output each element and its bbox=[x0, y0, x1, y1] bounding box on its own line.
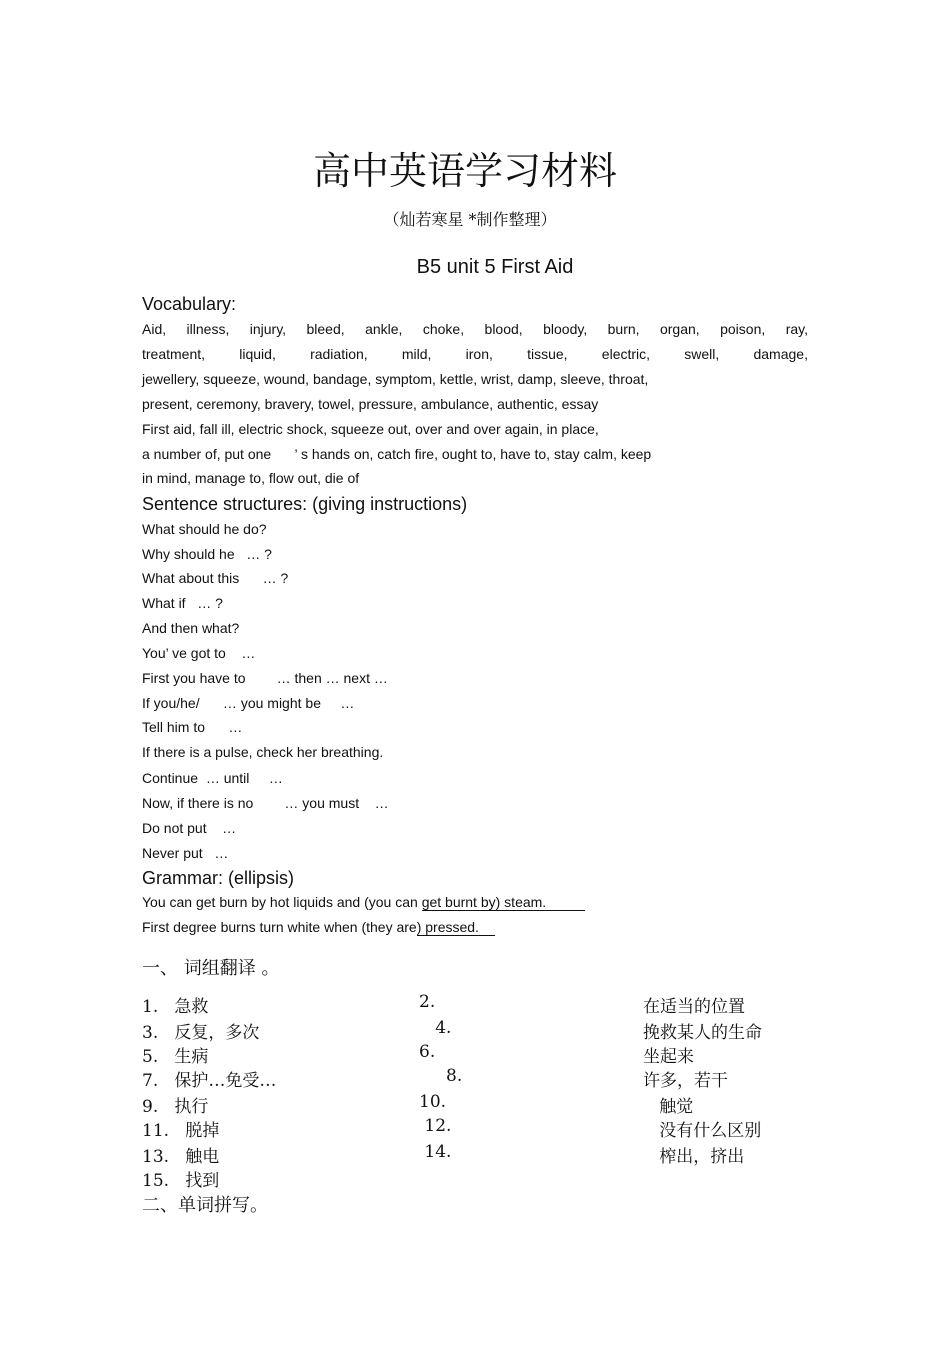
grammar-underlined-text: get burnt by) steam. bbox=[421, 894, 586, 910]
sentence-item: If you/he/ … you might be … bbox=[142, 695, 355, 711]
vocab-word: bloody, bbox=[543, 321, 588, 337]
vocab-word: treatment, bbox=[142, 346, 206, 362]
vocab-word: bleed, bbox=[306, 321, 345, 337]
grammar-underlined-text: ) pressed. bbox=[416, 919, 495, 935]
exercise-item: 4. bbox=[419, 1018, 452, 1038]
grammar-example-1 bbox=[142, 894, 585, 911]
exercise-item: 14. bbox=[419, 1142, 452, 1162]
vocabulary-row-1 bbox=[142, 321, 808, 337]
vocab-word: ray, bbox=[785, 321, 808, 337]
exercise-item: 8. bbox=[419, 1066, 463, 1086]
grammar-example-2 bbox=[142, 919, 495, 936]
exercise-item: 2. bbox=[419, 992, 436, 1012]
exercise-item: 许多，若干 bbox=[643, 1071, 728, 1091]
vocab-word: organ, bbox=[659, 321, 700, 337]
exercise-item: 挽救某人的生命 bbox=[643, 1023, 762, 1043]
exercise-item: 5. 生病 bbox=[142, 1047, 209, 1067]
sentence-structures-heading: Sentence structures: (giving instructions) bbox=[142, 494, 468, 514]
vocab-word: electric, bbox=[601, 346, 651, 362]
exercise-item: 6. bbox=[419, 1042, 436, 1062]
sentence-item: First you have to … then … next … bbox=[142, 670, 388, 686]
sentence-item: If there is a pulse, check her breathing. bbox=[142, 744, 384, 760]
vocab-word: Aid, bbox=[142, 321, 167, 337]
phrase-line: a number of, put one ’ s hands on, catch fire, ought to, have to, stay calm, keep bbox=[142, 446, 652, 462]
sentence-item: Do not put … bbox=[142, 820, 237, 836]
exercise-item: 在适当的位置 bbox=[643, 997, 745, 1017]
sentence-item: What should he do? bbox=[142, 521, 267, 537]
vocab-word: damage, bbox=[753, 346, 808, 362]
sentence-item: Tell him to … bbox=[142, 719, 243, 735]
vocab-word: tissue, bbox=[527, 346, 568, 362]
vocab-word: illness, bbox=[186, 321, 230, 337]
vocab-word: iron, bbox=[465, 346, 493, 362]
sentence-item: And then what? bbox=[142, 620, 240, 636]
vocab-word: ankle, bbox=[365, 321, 403, 337]
exercise-item: 7. 保护…免受… bbox=[142, 1071, 277, 1091]
phrase-line: in mind, manage to, flow out, die of bbox=[142, 470, 360, 486]
exercise-item: 11. 脱掉 bbox=[142, 1121, 220, 1141]
vocab-word: burn, bbox=[607, 321, 640, 337]
exercise-item: 榨出，挤出 bbox=[643, 1147, 745, 1167]
phrase-line: First aid, fall ill, electric shock, squeeze out, over and over again, in place, bbox=[142, 421, 599, 437]
unit-title: B5 unit 5 First Aid bbox=[416, 256, 574, 278]
exercise-item: 12. bbox=[419, 1116, 452, 1136]
sentence-item: Why should he … ? bbox=[142, 546, 272, 562]
vocab-word: liquid, bbox=[239, 346, 276, 362]
sentence-item: Continue … until … bbox=[142, 770, 283, 786]
vocabulary-row-2 bbox=[142, 346, 808, 362]
vocabulary-line: present, ceremony, bravery, towel, pressure, ambulance, authentic, essay bbox=[142, 396, 599, 412]
sentence-item: What about this … ? bbox=[142, 570, 289, 586]
exercise-item: 1. 急救 bbox=[142, 997, 209, 1017]
exercise-item: 没有什么区别 bbox=[643, 1121, 762, 1141]
vocab-word: choke, bbox=[422, 321, 465, 337]
exercise-1-heading: 一、 词组翻译 。 bbox=[142, 958, 280, 979]
exercise-item: 15. 找到 bbox=[142, 1171, 220, 1191]
exercise-item: 13. 触电 bbox=[142, 1147, 220, 1167]
exercise-item: 9. 执行 bbox=[142, 1097, 209, 1117]
grammar-text: First degree burns turn white when (they are bbox=[142, 919, 417, 935]
sentence-item: You’ ve got to … bbox=[142, 645, 256, 661]
vocabulary-line: jewellery, squeeze, wound, bandage, symptom, kettle, wrist, damp, sleeve, throat, bbox=[142, 371, 649, 387]
vocab-word: mild, bbox=[401, 346, 432, 362]
sentence-item: Never put … bbox=[142, 845, 229, 861]
sentence-item: What if … ? bbox=[142, 595, 223, 611]
exercise-item: 3. 反复，多次 bbox=[142, 1023, 260, 1043]
exercise-item: 坐起来 bbox=[643, 1047, 694, 1067]
vocab-word: poison, bbox=[720, 321, 766, 337]
exercise-2-heading: 二、单词拼写。 bbox=[142, 1195, 268, 1216]
vocabulary-heading: Vocabulary: bbox=[142, 294, 237, 314]
vocab-word: radiation, bbox=[310, 346, 368, 362]
grammar-heading: Grammar: (ellipsis) bbox=[142, 868, 295, 888]
sentence-item: Now, if there is no … you must … bbox=[142, 795, 389, 811]
exercise-item: 触觉 bbox=[643, 1097, 694, 1117]
page-subtitle: （灿若寒星 *制作整理） bbox=[383, 210, 557, 229]
vocab-word: blood, bbox=[484, 321, 523, 337]
exercise-item: 10. bbox=[419, 1092, 447, 1112]
vocab-word: injury, bbox=[249, 321, 287, 337]
page-title: 高中英语学习材料 bbox=[312, 149, 617, 193]
grammar-text: You can get burn by hot liquids and (you can bbox=[142, 894, 422, 910]
vocab-word: swell, bbox=[684, 346, 720, 362]
